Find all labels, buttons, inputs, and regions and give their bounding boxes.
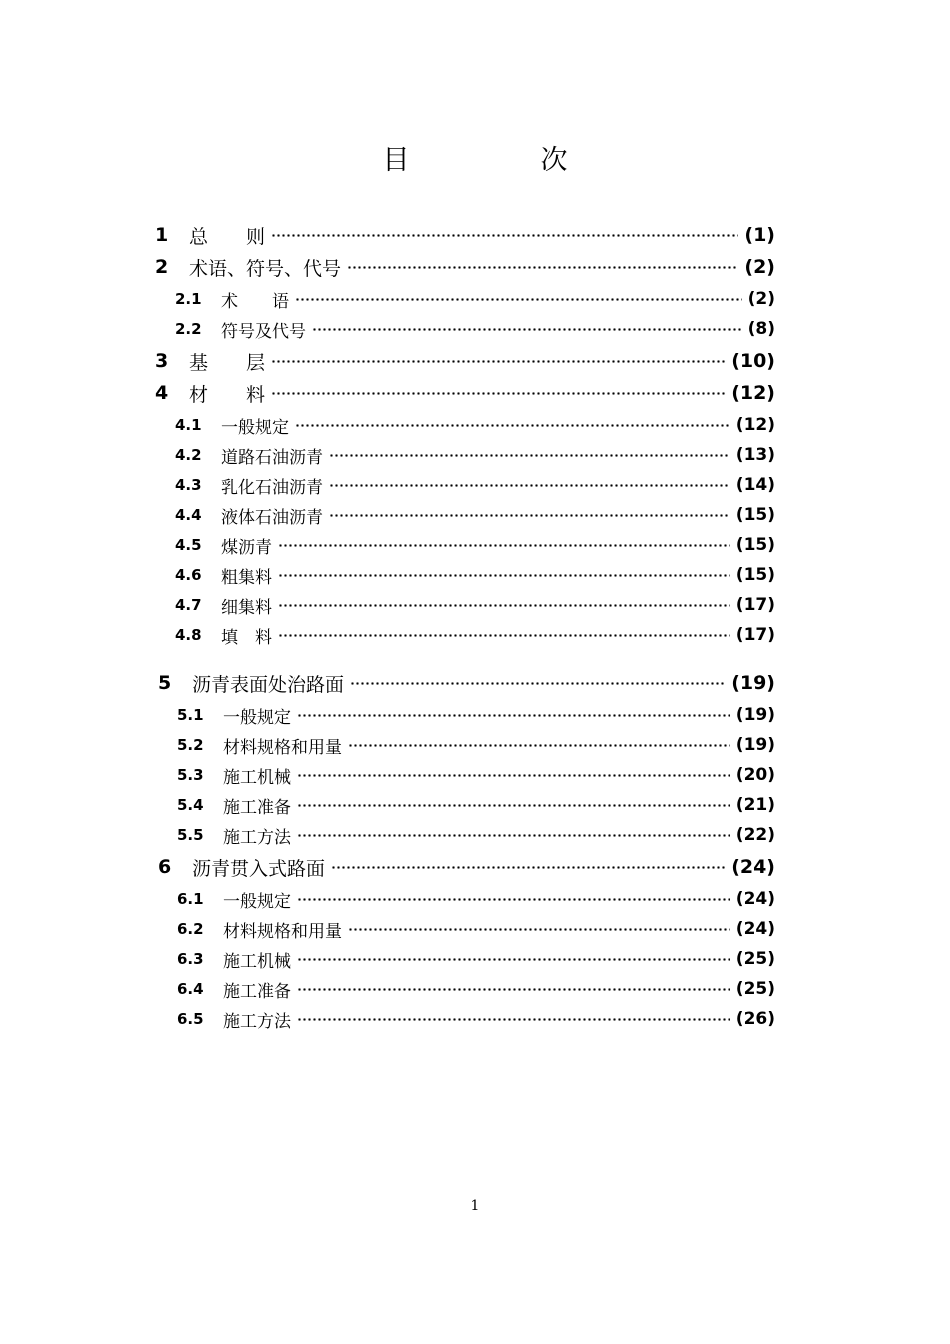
toc-entry-page: (15)	[735, 505, 775, 525]
toc-entry[interactable]	[175, 316, 775, 342]
toc-entry-label: 符号及代号	[221, 321, 306, 342]
dot-leader	[347, 266, 738, 269]
toc-entry-label: 煤沥青	[221, 537, 272, 558]
toc-entry-number: 4.6	[175, 566, 202, 584]
dot-leader	[329, 514, 730, 517]
toc-entry-number: 4.1	[175, 416, 202, 434]
toc-entry[interactable]	[175, 562, 775, 588]
toc-entry-number: 6.5	[177, 1010, 204, 1028]
toc-entry-page: (10)	[731, 350, 775, 372]
toc-entry-page: (19)	[731, 672, 775, 694]
toc-entry-label: 沥青贯入式路面	[192, 857, 326, 880]
toc-entry-number: 6.1	[177, 890, 204, 908]
toc-entry[interactable]	[175, 442, 775, 468]
toc-entry[interactable]	[155, 348, 775, 374]
toc-entry-page: (12)	[731, 382, 775, 404]
toc-entry[interactable]	[177, 976, 775, 1002]
toc-entry[interactable]	[158, 670, 775, 696]
toc-entry-number: 4.3	[175, 476, 202, 494]
toc-entry[interactable]	[177, 1006, 775, 1032]
toc-entry[interactable]	[175, 286, 775, 312]
toc-entry-page: (24)	[735, 919, 775, 939]
toc-entry-label: 施工方法	[223, 827, 291, 848]
toc-entry[interactable]	[177, 886, 775, 912]
toc-entry[interactable]	[177, 762, 775, 788]
toc-entry-page: (22)	[735, 825, 775, 845]
toc-entry-page: (2)	[747, 289, 775, 309]
dot-leader	[329, 484, 730, 487]
toc-entry-label: 施工机械	[223, 767, 291, 788]
toc-entry-number: 2.2	[175, 320, 202, 338]
toc-entry-number: 6.2	[177, 920, 204, 938]
dot-leader	[278, 634, 730, 637]
page-title: 目 次	[382, 145, 620, 176]
toc-entry-label: 施工准备	[223, 981, 291, 1002]
dot-leader	[348, 928, 730, 931]
dot-leader	[348, 744, 730, 747]
toc-entry-page: (19)	[735, 705, 775, 725]
toc-entry-number: 4.4	[175, 506, 202, 524]
dot-leader	[297, 834, 730, 837]
toc-entry-label: 粗集料	[221, 567, 272, 588]
dot-leader	[271, 234, 738, 237]
toc-entry-page: (17)	[735, 595, 775, 615]
toc-entry-label: 施工方法	[223, 1011, 291, 1032]
toc-entry-page: (8)	[747, 319, 775, 339]
toc-entry-page: (26)	[735, 1009, 775, 1029]
toc-entry-page: (12)	[735, 415, 775, 435]
toc-entry-number: 4	[155, 382, 169, 404]
toc-entry-page: (14)	[735, 475, 775, 495]
toc-entry[interactable]	[177, 792, 775, 818]
toc-entry-label: 术语、符号、代号	[189, 257, 342, 280]
toc-entry-label: 基 层	[189, 351, 266, 374]
dot-leader	[331, 866, 725, 869]
dot-leader	[297, 988, 730, 991]
toc-entry-page: (24)	[735, 889, 775, 909]
toc-entry[interactable]	[175, 592, 775, 618]
dot-leader	[295, 424, 730, 427]
toc-entry-label: 一般规定	[221, 417, 289, 438]
toc-entry-number: 5.1	[177, 706, 204, 724]
toc-entry-page: (2)	[744, 256, 775, 278]
toc-entry[interactable]	[177, 916, 775, 942]
toc-entry[interactable]	[177, 822, 775, 848]
toc-entry-number: 2.1	[175, 290, 202, 308]
toc-entry-label: 填 料	[221, 627, 272, 648]
dot-leader	[297, 714, 730, 717]
toc-entry-number: 1	[155, 224, 169, 246]
dot-leader	[278, 604, 730, 607]
toc-entry-label: 术 语	[221, 291, 289, 312]
toc-entry[interactable]	[177, 732, 775, 758]
dot-leader	[278, 574, 730, 577]
toc-entry-page: (19)	[735, 735, 775, 755]
toc-entry-page: (1)	[744, 224, 775, 246]
toc-entry-page: (13)	[735, 445, 775, 465]
toc-entry-number: 5.3	[177, 766, 204, 784]
toc-entry[interactable]	[175, 412, 775, 438]
toc-entry-number: 2	[155, 256, 169, 278]
toc-entry-page: (25)	[735, 949, 775, 969]
toc-entry[interactable]	[177, 702, 775, 728]
dot-leader	[271, 360, 725, 363]
toc-entry[interactable]	[177, 946, 775, 972]
toc-entry-number: 3	[155, 350, 169, 372]
toc-entry-number: 5.5	[177, 826, 204, 844]
toc-entry-number: 4.5	[175, 536, 202, 554]
toc-entry-number: 6.4	[177, 980, 204, 998]
toc-entry-label: 乳化石油沥青	[221, 477, 323, 498]
page-number: 1	[470, 1198, 480, 1214]
toc-entry-page: (20)	[735, 765, 775, 785]
dot-leader	[329, 454, 730, 457]
toc-entry-number: 4.8	[175, 626, 202, 644]
toc-entry-number: 6	[158, 856, 172, 878]
toc-entry-number: 6.3	[177, 950, 204, 968]
dot-leader	[271, 392, 725, 395]
toc-entry[interactable]	[175, 472, 775, 498]
toc-entry-label: 材料规格和用量	[223, 737, 342, 758]
toc-entry[interactable]	[175, 502, 775, 528]
dot-leader	[312, 328, 742, 331]
toc-entry-label: 材 料	[189, 383, 266, 406]
toc-entry-label: 细集料	[221, 597, 272, 618]
dot-leader	[297, 804, 730, 807]
toc-entry-number: 5.2	[177, 736, 204, 754]
toc-entry-page: (25)	[735, 979, 775, 999]
toc-entry[interactable]	[155, 222, 775, 248]
dot-leader	[297, 774, 730, 777]
toc-entry-page: (15)	[735, 535, 775, 555]
toc-entry-page: (24)	[731, 856, 775, 878]
dot-leader	[278, 544, 730, 547]
toc-entry-label: 液体石油沥青	[221, 507, 323, 528]
toc-entry[interactable]	[155, 254, 775, 280]
toc-entry-number: 4.7	[175, 596, 202, 614]
toc-entry-label: 沥青表面处治路面	[192, 673, 345, 696]
dot-leader	[297, 898, 730, 901]
toc-entry[interactable]	[155, 380, 775, 406]
toc-entry-number: 5	[158, 672, 172, 694]
toc-entry[interactable]	[175, 532, 775, 558]
toc-entry-page: (21)	[735, 795, 775, 815]
toc-entry-number: 4.2	[175, 446, 202, 464]
dot-leader	[297, 1018, 730, 1021]
toc-entry-page: (15)	[735, 565, 775, 585]
toc-entry-label: 施工机械	[223, 951, 291, 972]
dot-leader	[350, 682, 725, 685]
toc-entry-page: (17)	[735, 625, 775, 645]
toc-entry-label: 总 则	[189, 225, 266, 248]
toc-entry-label: 一般规定	[223, 891, 291, 912]
toc-entry[interactable]	[158, 854, 775, 880]
toc-entry-label: 施工准备	[223, 797, 291, 818]
toc-entry-label: 道路石油沥青	[221, 447, 323, 468]
toc-entry-label: 一般规定	[223, 707, 291, 728]
toc-entry[interactable]	[175, 622, 775, 648]
dot-leader	[297, 958, 730, 961]
toc-entry-label: 材料规格和用量	[223, 921, 342, 942]
dot-leader	[295, 298, 742, 301]
toc-entry-number: 5.4	[177, 796, 204, 814]
